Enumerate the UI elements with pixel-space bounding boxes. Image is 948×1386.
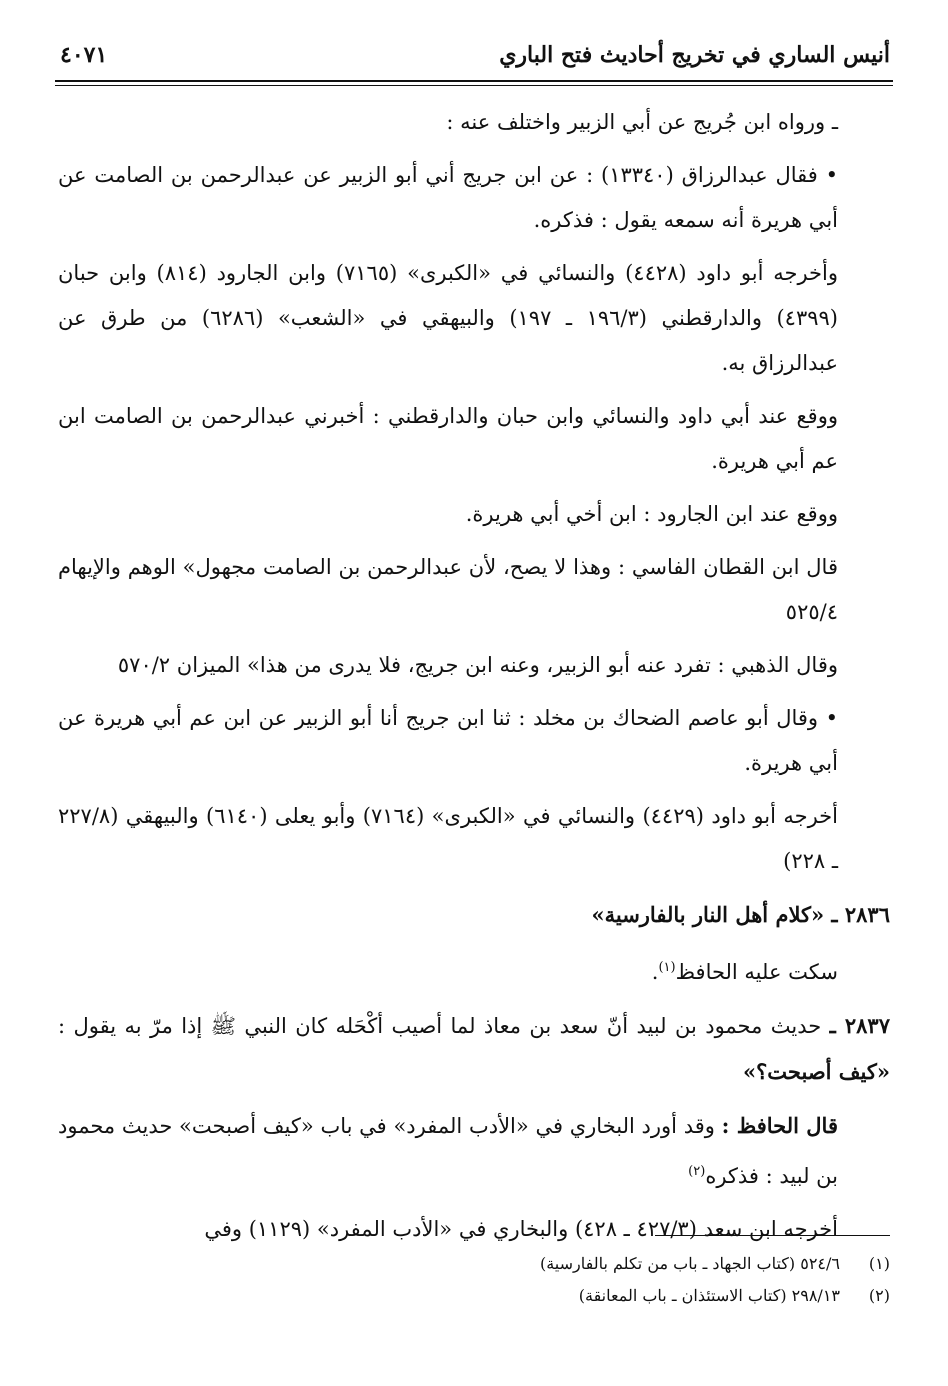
footnote-number: (١) (868, 1254, 890, 1273)
paragraph: وأخرجه أبو داود (٤٤٢٨) والنسائي في «الكبرى» (٧١٦٥) وابن الجارود (٨١٤) وابن حبان (٤٣٩٩) والدارقطني (١٩٦/٣ ـ ١٩٧) والبيهقي في «الشعب» (٦٢٨٦) من طرق عن عبدالرزاق به. (58, 261, 838, 375)
paragraph: أخرجه أبو داود (٤٤٢٩) والنسائي في «الكبرى» (٧١٦٤) وأبو يعلى (٦١٤٠) والبيهقي (٢٢٧/٨ ـ ٢٢٨) (58, 804, 838, 873)
paragraph: • فقال عبدالرزاق (١٣٣٤٠) : عن ابن جريج أني أبو الزبير عن عبدالرحمن بن الصامت عن أبي هريرة أنه سمعه يقول : فذكره. (58, 163, 838, 232)
paragraph: وقال الذهبي : تفرد عنه أبو الزبير، وعنه ابن جريج، فلا يدرى من هذا» الميزان ٥٧٠/٢ (117, 653, 838, 677)
running-header (60, 40, 890, 74)
hafiz-comment (58, 1103, 890, 1199)
paragraph: • وقال أبو عاصم الضحاك بن مخلد : ثنا ابن جريج أنا أبو الزبير عن ابن عم أبي هريرة عن أبي هريرة. (58, 706, 838, 775)
hafiz-label: قال الحافظ : (721, 1113, 838, 1138)
hadith-heading-2836: ٢٨٣٦ ـ «كلام أهل النار بالفارسية» (591, 902, 890, 927)
footnote (58, 1280, 890, 1312)
footnote-text: ٢٩٨/١٣ (كتاب الاستئذان ـ باب المعانقة) (578, 1286, 840, 1305)
header-rule-thick (55, 80, 893, 82)
hadith-number: ٢٨٣٧ ـ (829, 1013, 890, 1038)
page-body (58, 100, 890, 1260)
paragraph: قال ابن القطان الفاسي : وهذا لا يصح، لأن عبدالرحمن بن الصامت مجهول» الوهم والإيهام ٥٢٥/٤ (58, 555, 838, 624)
hadith-quote: «كيف أصبحت؟» (743, 1059, 890, 1084)
book-title: أنيس الساري في تخريج أحاديث فتح الباري (499, 42, 890, 68)
footnote-number: (٢) (868, 1286, 890, 1305)
hadith-2836-text: سكت عليه الحافظ (675, 960, 838, 984)
paragraph: ووقع عند ابن الجارود : ابن أخي أبي هريرة. (465, 502, 838, 526)
hadith-2836-note: سكت عليه الحافظ$^{(١)}$. (651, 960, 838, 984)
hadith-text: حديث محمود بن لبيد أنّ سعد بن معاذ لما أصيب أكْحَله كان النبي ﷺ إذا مرّ به يقول : (58, 1014, 822, 1038)
footnote-rule (655, 1235, 890, 1236)
paragraph: ـ ورواه ابن جُريج عن أبي الزبير واختلف عنه : (446, 110, 838, 134)
page-number: ٤٠٧١ (60, 42, 108, 68)
header-rule-thin (55, 85, 893, 86)
hafiz-text: وقد أورد البخاري في «الأدب المفرد» في باب «كيف أصبحت» حديث محمود بن لبيد : فذكره (58, 1114, 838, 1188)
footnote-text: ٥٢٤/٦ (كتاب الجهاد ـ باب من تكلم بالفارسية) (539, 1254, 840, 1273)
footnote-ref: (١) (658, 960, 676, 975)
footnote (58, 1248, 890, 1280)
hadith-2837 (58, 1003, 890, 1095)
paragraph: ووقع عند أبي داود والنسائي وابن حبان والدارقطني : أخبرني عبدالرحمن بن الصامت ابن عم أبي هريرة. (58, 404, 838, 473)
footnote-ref: (٢) (688, 1164, 706, 1179)
footnotes (58, 1248, 890, 1312)
paragraph: أخرجه ابن سعد (٤٢٧/٣ ـ ٤٢٨) والبخاري في «الأدب المفرد» (١١٢٩) وفي (204, 1217, 838, 1241)
